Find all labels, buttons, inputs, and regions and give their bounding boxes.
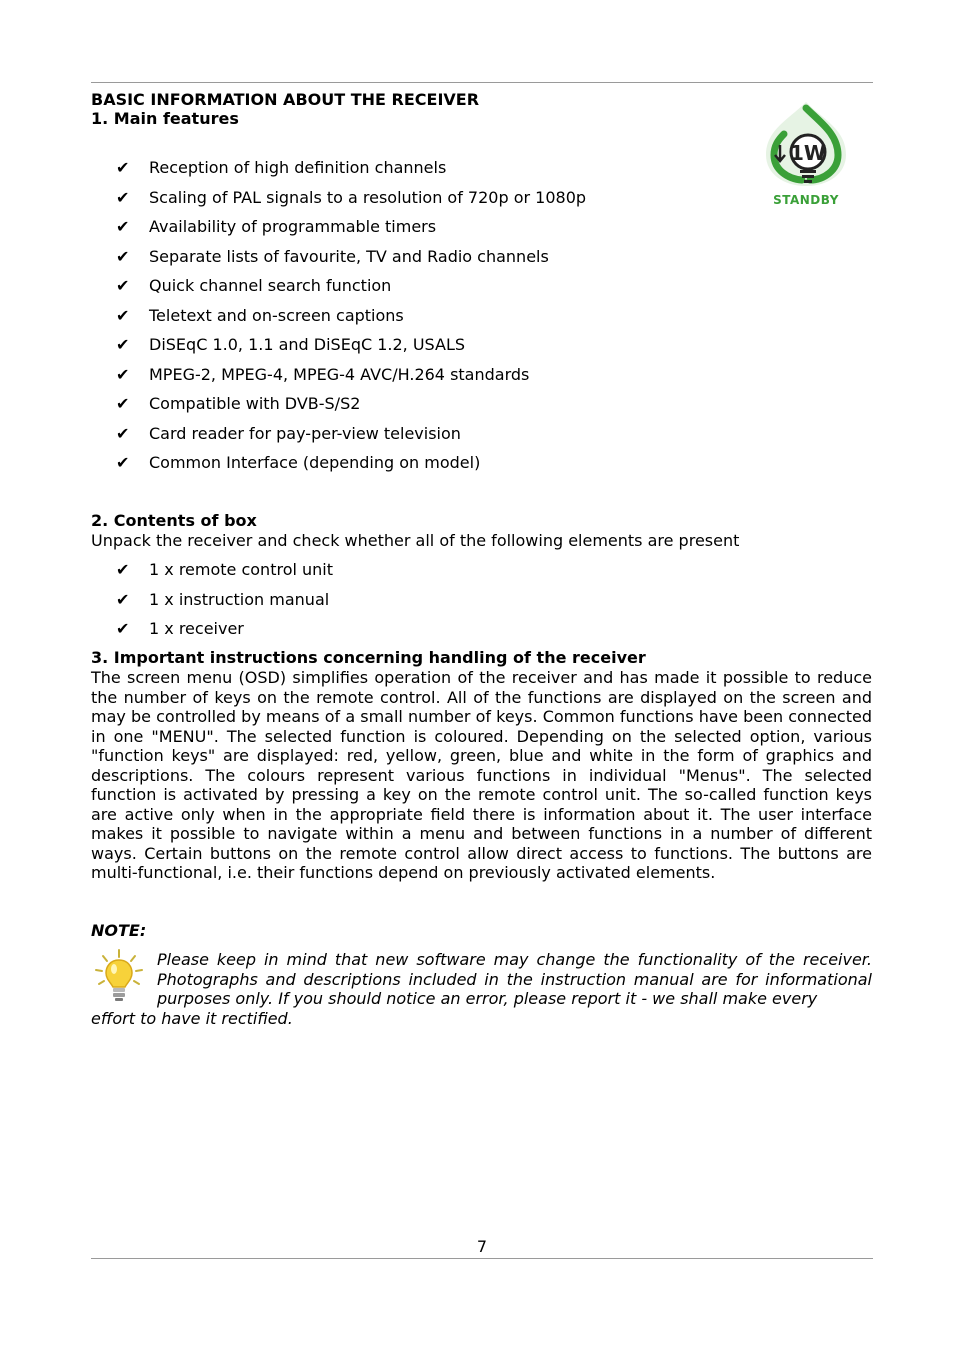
check-icon: ✔ bbox=[116, 335, 130, 354]
header-rule bbox=[91, 82, 873, 83]
list-item: ✔ Scaling of PAL signals to a resolution of 720p or 1080p bbox=[116, 187, 587, 207]
features-list bbox=[116, 158, 586, 483]
standby-label: STANDBY bbox=[773, 193, 839, 207]
check-icon: ✔ bbox=[116, 276, 130, 295]
page-number: 7 bbox=[476, 1237, 488, 1256]
check-icon: ✔ bbox=[116, 364, 130, 384]
list-item: ✔ Quick channel search function bbox=[116, 276, 392, 295]
check-icon: ✔ bbox=[116, 246, 130, 266]
list-item: ✔ Reception of high definition channels bbox=[116, 158, 447, 177]
list-item: ✔ Card reader for pay-per-view television bbox=[116, 423, 461, 443]
check-icon: ✔ bbox=[116, 394, 130, 413]
list-item: ✔ Separate lists of favourite, TV and Radio channels bbox=[116, 246, 549, 266]
list-item: ✔ Compatible with DVB-S/S2 bbox=[116, 394, 361, 413]
note-title: NOTE: bbox=[91, 921, 147, 940]
footer-rule bbox=[91, 1258, 873, 1259]
check-icon: ✔ bbox=[116, 217, 130, 236]
instructions-body: The screen menu (OSD) simplifies operation of the receiver and has made it possible to reduce the number of keys on the remote control. All of the functions are displayed on the screen and may be controlled by means of a small number of keys. Common functions have been connected in one "MENU". The selected function is coloured. Depending on the selected option, various "function keys" are displayed: red, yellow, green, blue and white in the form of graphics and descriptions. The colours represent various functions in individual "Menus". The selected function is activated by pressing a key on the remote control unit. The so-called function keys are active only when in the appropriate field there is information about it. The user interface makes it possible to navigate within a menu and between functions in a number of different ways. Certain buttons on the remote control allow direct access to functions. The buttons are multi-functional, i.e. their functions depend on previously activated elements. bbox=[91, 668, 872, 882]
list-item: ✔ Availability of programmable timers bbox=[116, 217, 437, 236]
section-title: BASIC INFORMATION ABOUT THE RECEIVER bbox=[91, 90, 480, 109]
standby-logo bbox=[758, 100, 854, 210]
svg-text:1W: 1W bbox=[790, 141, 826, 165]
list-item: ✔ 1 x receiver bbox=[116, 619, 244, 638]
contents-heading: 2. Contents of box bbox=[91, 511, 257, 530]
instructions-heading: 3. Important instructions concerning handling of the receiver bbox=[91, 648, 646, 667]
standby-1w-icon bbox=[758, 100, 854, 192]
list-item: ✔ Common Interface (depending on model) bbox=[116, 453, 481, 472]
list-item: ✔ MPEG-2, MPEG-4, MPEG-4 AVC/H.264 standards bbox=[116, 364, 530, 384]
features-heading: 1. Main features bbox=[91, 109, 239, 128]
check-icon: ✔ bbox=[116, 305, 130, 325]
check-icon: ✔ bbox=[116, 560, 130, 579]
check-icon: ✔ bbox=[116, 619, 130, 638]
check-icon: ✔ bbox=[116, 423, 130, 443]
list-item: ✔ Teletext and on-screen captions bbox=[116, 305, 404, 325]
check-icon: ✔ bbox=[116, 187, 130, 207]
list-item: ✔ 1 x remote control unit bbox=[116, 560, 334, 579]
check-icon: ✔ bbox=[116, 453, 130, 472]
contents-intro: Unpack the receiver and check whether all of the following elements are present bbox=[91, 531, 740, 550]
list-item: ✔ DiSEqC 1.0, 1.1 and DiSEqC 1.2, USALS bbox=[116, 335, 466, 354]
check-icon: ✔ bbox=[116, 158, 130, 177]
check-icon: ✔ bbox=[116, 589, 130, 609]
note-text: Please keep in mind that new software may change the functionality of the receiver. Photographs and descriptions included in the instruction manual are for informational purposes only. If you should notice an error, please report it - we shall make every effort to have it rectified. bbox=[91, 950, 872, 1028]
list-item: ✔ 1 x instruction manual bbox=[116, 589, 330, 609]
contents-list bbox=[116, 560, 333, 649]
